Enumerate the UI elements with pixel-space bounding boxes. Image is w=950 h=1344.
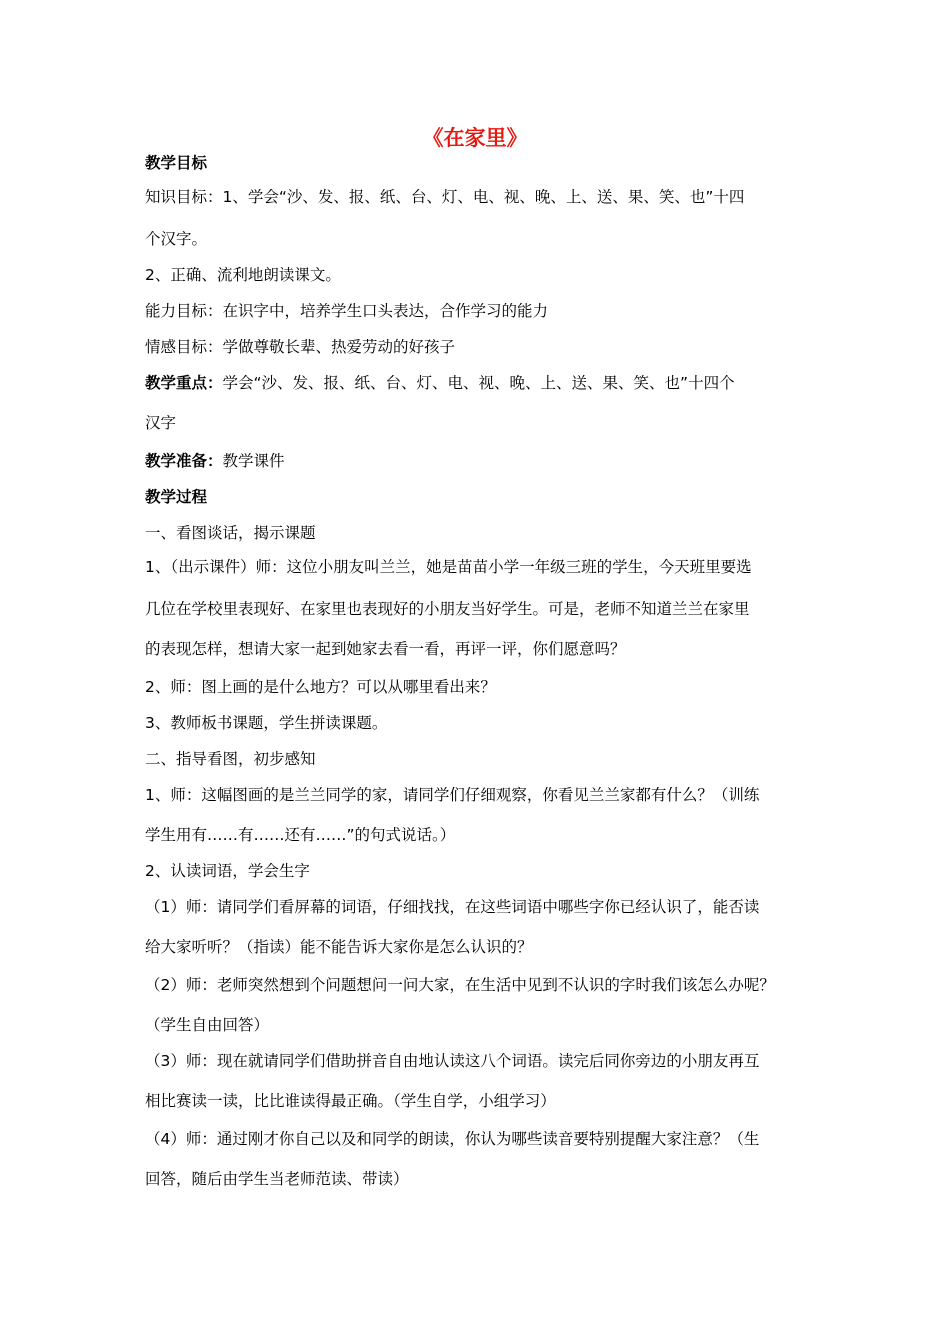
text-line	[145, 784, 825, 806]
text-line	[145, 264, 825, 286]
line-text: （3）师：现在就请同学们借助拼音自由地认读这八个词语。读完后同你旁边的小朋友再互	[145, 1052, 760, 1070]
line-text: （2）师：老师突然想到个问题想问一问大家，在生活中见到不认识的字时我们该怎么办呢？	[145, 976, 775, 994]
bold-label: 教学重点：	[145, 374, 223, 392]
line-text: 相比赛读一读，比比谁读得最正确。（学生自学，小组学习）	[145, 1092, 556, 1110]
line-text: 2、师：图上画的是什么地方？可以从哪里看出来？	[145, 678, 496, 696]
line-text: 学会“沙、发、报、纸、台、灯、电、视、晚、上、送、果、笑、也”十四个	[222, 374, 735, 392]
text-line	[145, 974, 825, 996]
line-text: 能力目标：在识字中，培养学生口头表达，合作学习的能力	[145, 302, 549, 320]
document-title: 《在家里》	[422, 126, 528, 150]
line-text: 几位在学校里表现好、在家里也表现好的小朋友当好学生。可是，老师不知道兰兰在家里	[145, 600, 750, 618]
text-line	[145, 676, 825, 698]
line-text: 的表现怎样，想请大家一起到她家去看一看，再评一评，你们愿意吗？	[145, 640, 626, 658]
text-line	[145, 186, 825, 208]
text-line	[145, 450, 825, 472]
line-text: 回答，随后由学生当老师范读、带读）	[145, 1170, 409, 1188]
text-line	[145, 1128, 825, 1150]
line-text: 3、教师板书课题，学生拼读课题。	[145, 714, 388, 732]
line-text: 2、认读词语，学会生字	[145, 862, 310, 880]
text-line	[145, 748, 825, 770]
text-line	[145, 152, 825, 174]
text-line	[145, 824, 825, 846]
text-line	[145, 300, 825, 322]
bold-label: 教学过程	[145, 488, 208, 506]
text-line	[145, 228, 825, 250]
bold-label: 教学目标	[145, 154, 208, 172]
text-line	[145, 860, 825, 882]
line-text: （1）师：请同学们看屏幕的词语，仔细找找，在这些词语中哪些字你已经认识了，能否读	[145, 898, 760, 916]
line-text: 个汉字。	[145, 230, 208, 248]
text-line	[145, 556, 825, 578]
line-text: 1、（出示课件）师：这位小朋友叫兰兰，她是苗苗小学一年级三班的学生，今天班里要选	[145, 558, 752, 576]
text-line	[145, 372, 825, 394]
line-text: 给大家听听？（指读）能不能告诉大家你是怎么认识的？	[145, 938, 533, 956]
line-text: 1、师：这幅图画的是兰兰同学的家，请同学们仔细观察，你看见兰兰家都有什么？（训练	[145, 786, 760, 804]
text-line	[145, 936, 825, 958]
line-text: 二、指导看图，初步感知	[145, 750, 316, 768]
text-line	[145, 1014, 825, 1036]
text-line	[145, 486, 825, 508]
text-line	[145, 896, 825, 918]
line-text: 2、正确、流利地朗读课文。	[145, 266, 341, 284]
bold-label: 教学准备：	[145, 452, 223, 470]
text-line	[145, 412, 825, 434]
line-text: 教学课件	[222, 452, 285, 470]
text-line	[145, 1168, 825, 1190]
line-text: （4）师：通过刚才你自己以及和同学的朗读，你认为哪些读音要特别提醒大家注意？（生	[145, 1130, 760, 1148]
text-line	[145, 522, 825, 544]
text-line	[145, 638, 825, 660]
line-text: （学生自由回答）	[145, 1016, 270, 1034]
line-text: 汉字	[145, 414, 177, 432]
text-line	[145, 1090, 825, 1112]
line-text: 一、看图谈话，揭示课题	[145, 524, 316, 542]
text-line	[145, 598, 825, 620]
text-line	[145, 336, 825, 358]
line-text: 学生用有……有……还有……”的句式说话。）	[145, 826, 456, 844]
line-text: 知识目标：1、学会“沙、发、报、纸、台、灯、电、视、晚、上、送、果、笑、也”十四	[145, 188, 745, 206]
line-text: 情感目标：学做尊敬长辈、热爱劳动的好孩子	[145, 338, 456, 356]
text-line	[145, 1050, 825, 1072]
text-line	[145, 712, 825, 734]
